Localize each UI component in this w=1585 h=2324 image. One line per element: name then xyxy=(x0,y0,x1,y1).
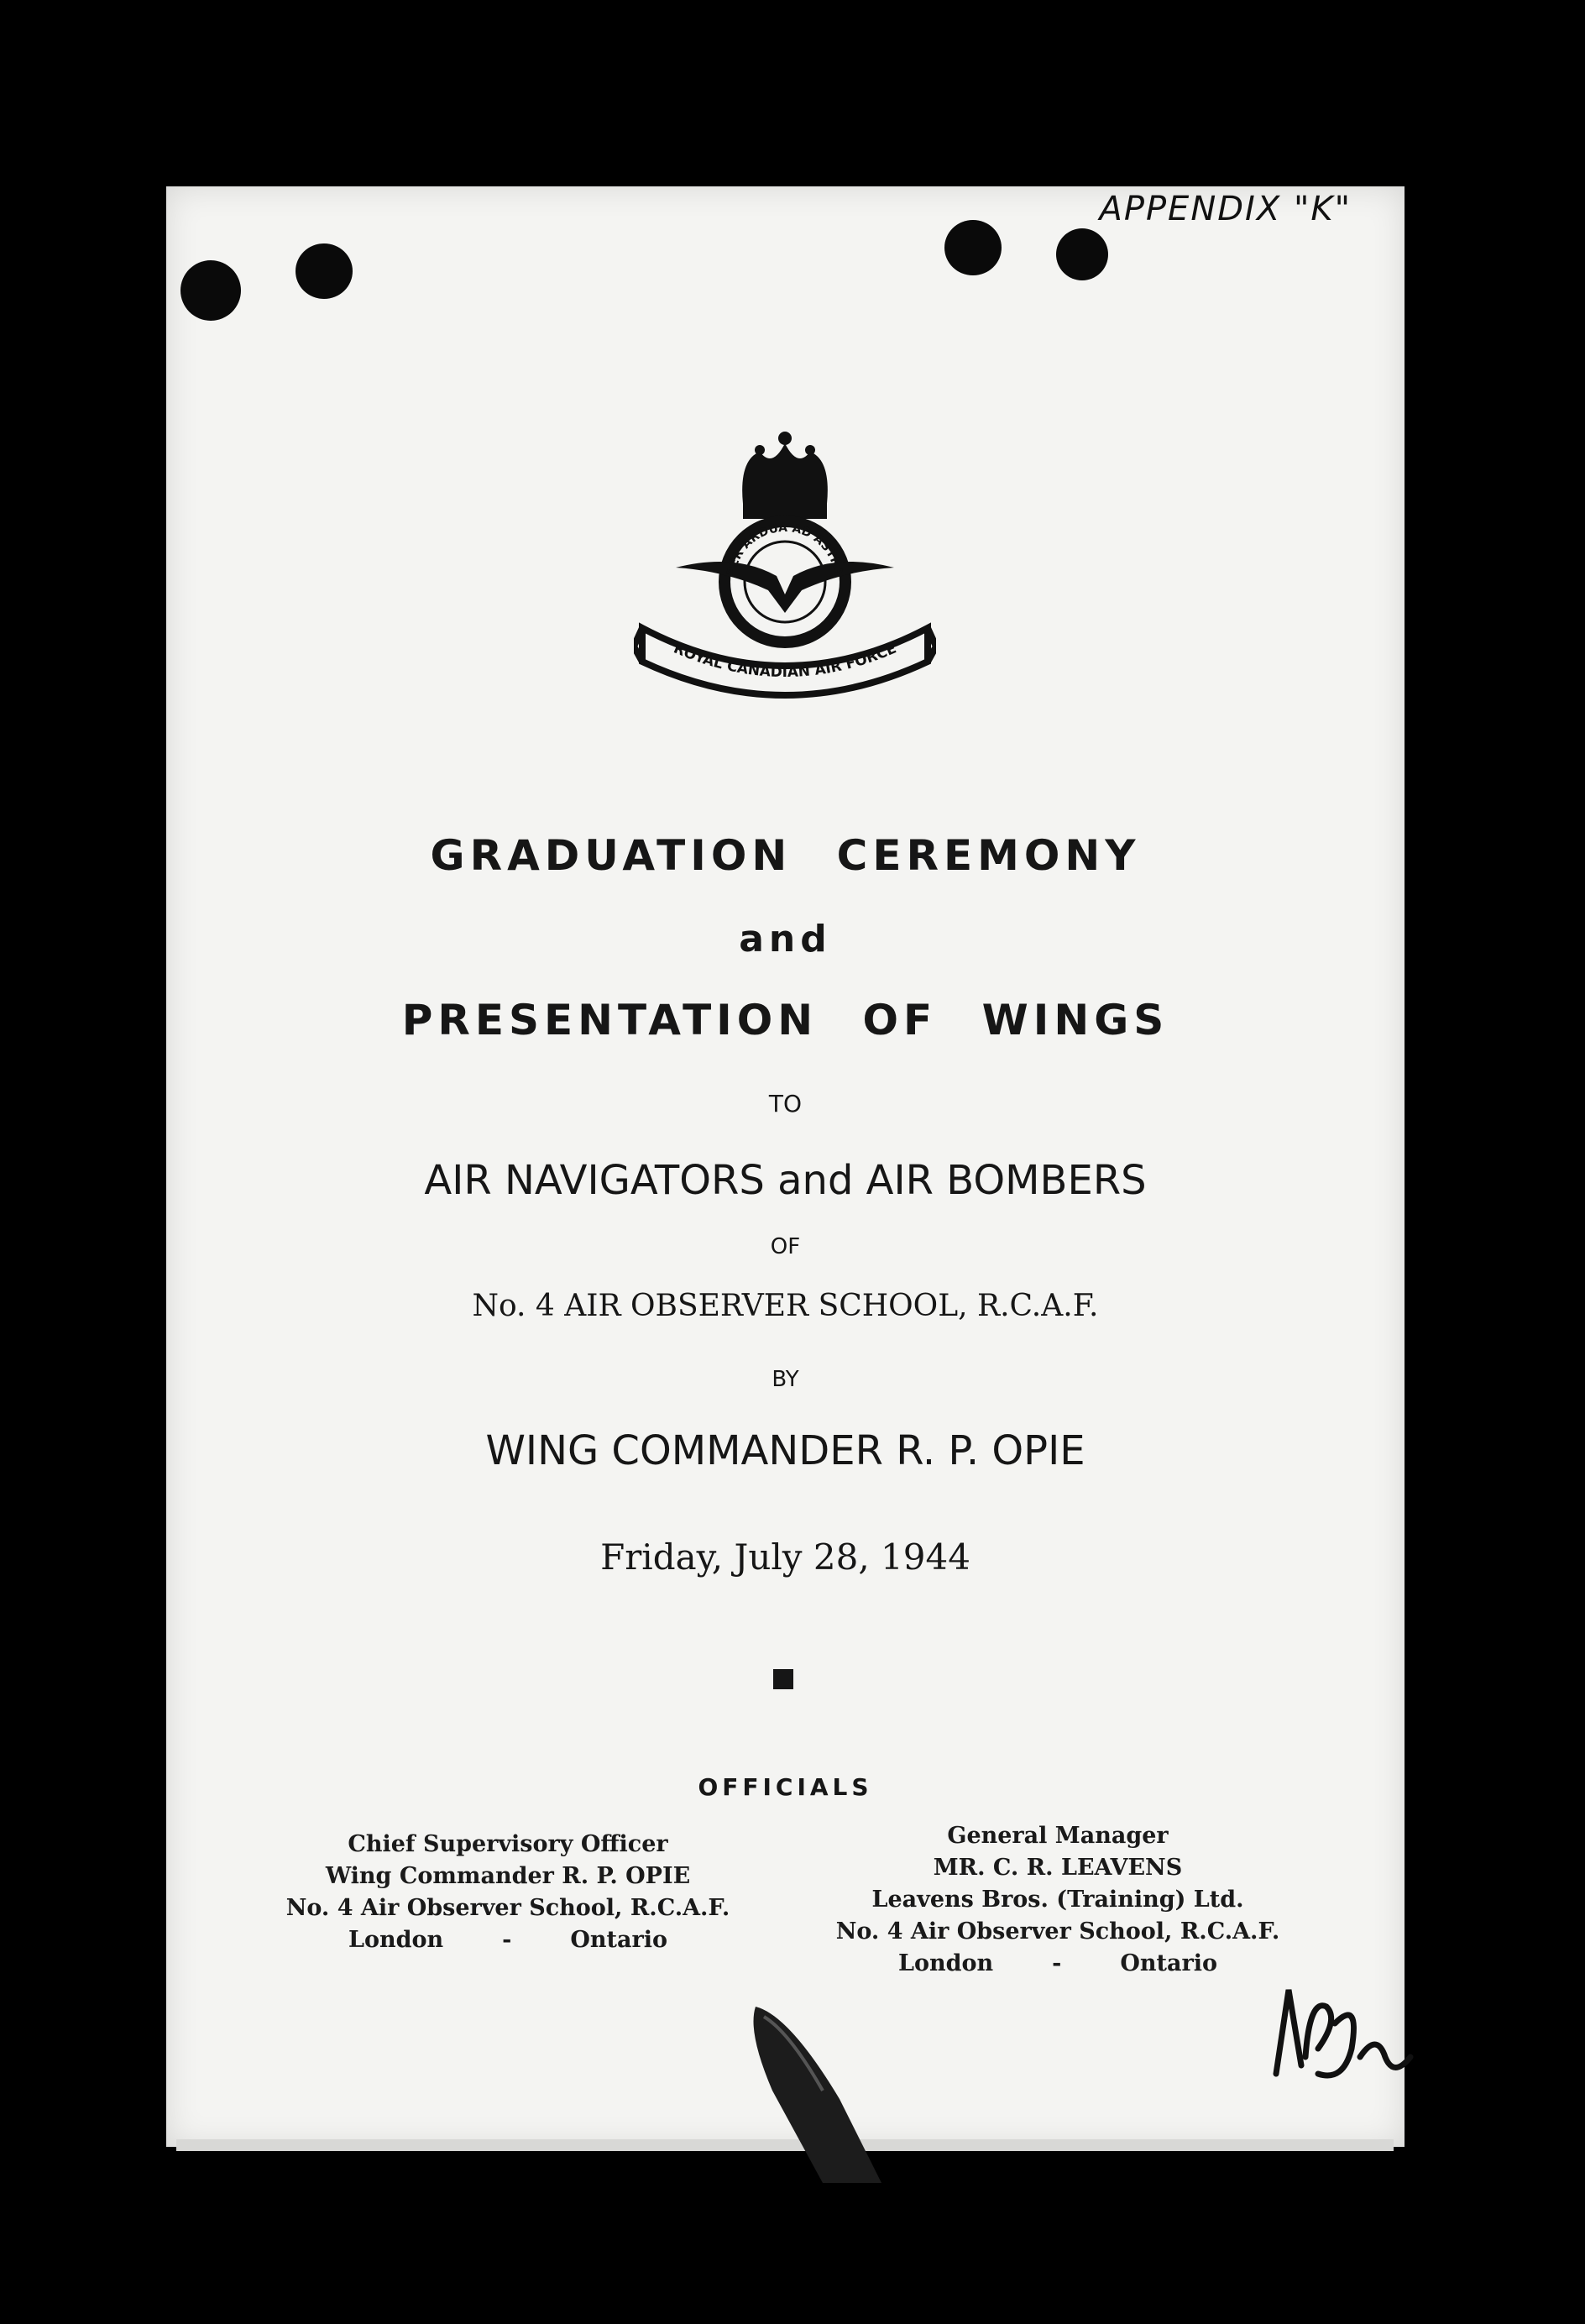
title-line-2: and xyxy=(739,918,832,960)
school-name: No. 4 AIR OBSERVER SCHOOL, R.C.A.F. xyxy=(472,1289,1099,1323)
punch-hole xyxy=(944,220,1002,275)
right-name: MR. C. R. LEAVENS xyxy=(933,1855,1183,1881)
crest-motto-text: PER ARDUA AD ASTRA xyxy=(724,521,845,578)
right-role: General Manager xyxy=(947,1823,1169,1849)
left-location xyxy=(273,1924,743,1956)
appendix-note: APPENDIX "K" xyxy=(1099,190,1352,228)
left-separator: - xyxy=(502,1927,512,1953)
officials-title: OFFICIALS xyxy=(698,1773,873,1801)
of-label: OF xyxy=(770,1234,801,1259)
left-city: London xyxy=(348,1927,444,1953)
officials-right xyxy=(823,1820,1293,1980)
punch-hole xyxy=(180,260,241,321)
title-line-3: PRESENTATION OF WINGS xyxy=(401,996,1169,1044)
right-org: No. 4 Air Observer School, R.C.A.F. xyxy=(835,1918,1280,1945)
punch-hole xyxy=(296,243,353,299)
section-divider-square xyxy=(773,1669,793,1689)
handwritten-initials-icon xyxy=(1259,1973,1419,2091)
pen-tip-icon xyxy=(739,1998,923,2183)
to-label: TO xyxy=(768,1090,803,1118)
officials-left xyxy=(273,1829,743,1956)
crest-banner-text: ROYAL CANADIAN AIR FORCE xyxy=(671,640,899,682)
recipients: AIR NAVIGATORS and AIR BOMBERS xyxy=(424,1157,1147,1204)
punch-hole xyxy=(1056,228,1108,280)
right-separator: - xyxy=(1052,1950,1062,1976)
title-line-1: GRADUATION CEREMONY xyxy=(430,831,1141,880)
left-role: Chief Supervisory Officer xyxy=(348,1831,668,1857)
right-location xyxy=(823,1948,1293,1980)
by-label: BY xyxy=(772,1367,799,1392)
left-name: Wing Commander R. P. OPIE xyxy=(325,1863,691,1889)
left-org: No. 4 Air Observer School, R.C.A.F. xyxy=(285,1895,730,1921)
ceremony-date: Friday, July 28, 1944 xyxy=(600,1536,970,1578)
right-province: Ontario xyxy=(1120,1950,1217,1976)
right-city: London xyxy=(898,1950,994,1976)
left-province: Ontario xyxy=(570,1927,667,1953)
right-company: Leavens Bros. (Training) Ltd. xyxy=(871,1887,1244,1913)
rcaf-crest-icon xyxy=(634,427,936,712)
presenter: WING COMMANDER R. P. OPIE xyxy=(485,1427,1085,1474)
